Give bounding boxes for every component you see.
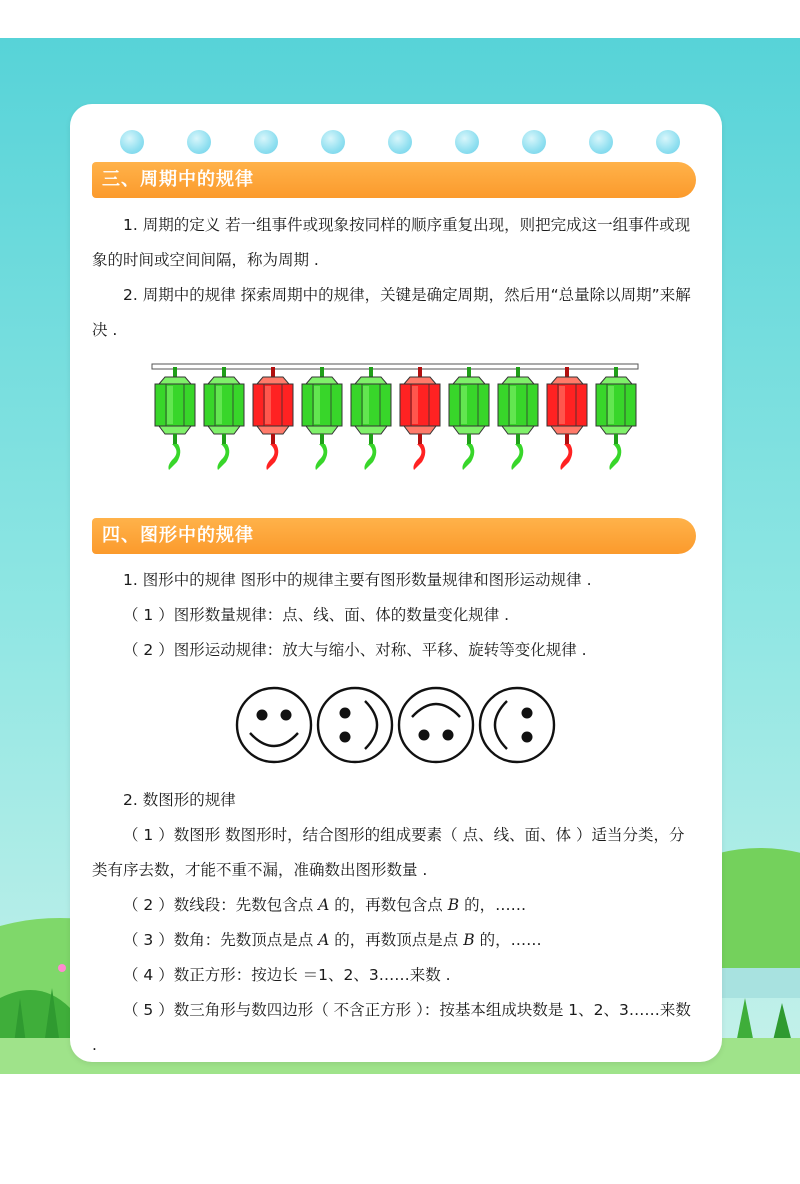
- green-lantern: [596, 367, 636, 470]
- point-a-label: A: [318, 896, 330, 914]
- red-lantern: [547, 367, 587, 470]
- paragraph-counting-triangles: （ 5 ）数三角形与数四边形（ 不含正方形 ）：按基本组成块数是 1、2、3……来数 .: [92, 1001, 691, 1054]
- text-fragment: 的，再数包含点: [334, 896, 443, 914]
- text-fragment: 的，……: [479, 931, 542, 949]
- text-fragment: 的，再数顶点是点: [334, 931, 459, 949]
- binder-dot: [187, 130, 211, 154]
- paragraph-counting-angles: [92, 923, 698, 958]
- green-lantern: [498, 367, 538, 470]
- smiley-face-smile-up: [399, 688, 473, 762]
- text-fragment: （ 3 ）数角：先数顶点是点: [123, 931, 314, 949]
- paragraph-counting-title: 2. 数图形的规律: [123, 791, 236, 809]
- smiley-face-smile-left: [480, 688, 554, 762]
- paragraph-shape-quantity: （ 1 ）图形数量规律：点、线、面、体的数量变化规律 .: [123, 606, 510, 624]
- green-lantern: [351, 367, 391, 470]
- red-lantern: [253, 367, 293, 470]
- red-lantern: [400, 367, 440, 470]
- paragraph-counting-squares: （ 4 ）数正方形：按边长 ＝1、2、3……来数 .: [123, 966, 451, 984]
- section-header-periodic: [92, 162, 696, 198]
- paragraph-counting-shapes: （ 1 ）数图形 数图形时，结合图形的组成要素（ 点、线、面、体 ）适当分类，分类有序去数，才能不重不漏，准确数出图形数量 .: [92, 826, 685, 879]
- section-title: 四、图形中的规律: [102, 525, 254, 546]
- smiley-rotation-figure: [234, 684, 556, 766]
- lantern-sequence-figure: [150, 362, 650, 474]
- binder-dot: [388, 130, 412, 154]
- point-b-label: B: [447, 896, 460, 914]
- text-fragment: 的，……: [464, 896, 527, 914]
- binder-dot: [321, 130, 345, 154]
- binder-dot: [120, 130, 144, 154]
- point-a-label: A: [318, 931, 330, 949]
- section-header-shapes: [92, 518, 696, 554]
- paragraph-counting-segments: [92, 888, 698, 923]
- green-lantern: [302, 367, 342, 470]
- binder-dot: [589, 130, 613, 154]
- text-fragment: （ 2 ）数线段：先数包含点: [123, 896, 314, 914]
- binder-dot: [656, 130, 680, 154]
- binder-dot: [455, 130, 479, 154]
- point-b-label: B: [463, 931, 475, 949]
- smiley-face-smile-down: [237, 688, 311, 762]
- paragraph-period-definition: 1. 周期的定义 若一组事件或现象按同样的顺序重复出现，则把完成这一组事件或现象的时间或空间间隔，称为周期 .: [92, 216, 691, 269]
- green-lantern: [204, 367, 244, 470]
- green-lantern: [449, 367, 489, 470]
- binder-dot: [254, 130, 278, 154]
- binder-dot: [522, 130, 546, 154]
- paragraph-shape-motion: （ 2 ）图形运动规律：放大与缩小、对称、平移、旋转等变化规律 .: [123, 641, 587, 659]
- green-lantern: [155, 367, 195, 470]
- smiley-face-smile-right: [318, 688, 392, 762]
- paragraph-shape-rules: 1. 图形中的规律 图形中的规律主要有图形数量规律和图形运动规律 .: [123, 571, 592, 589]
- section-title: 三、周期中的规律: [102, 169, 254, 190]
- paragraph-period-rule: 2. 周期中的规律 探索周期中的规律，关键是确定周期，然后用“总量除以周期”来解决 .: [92, 286, 691, 339]
